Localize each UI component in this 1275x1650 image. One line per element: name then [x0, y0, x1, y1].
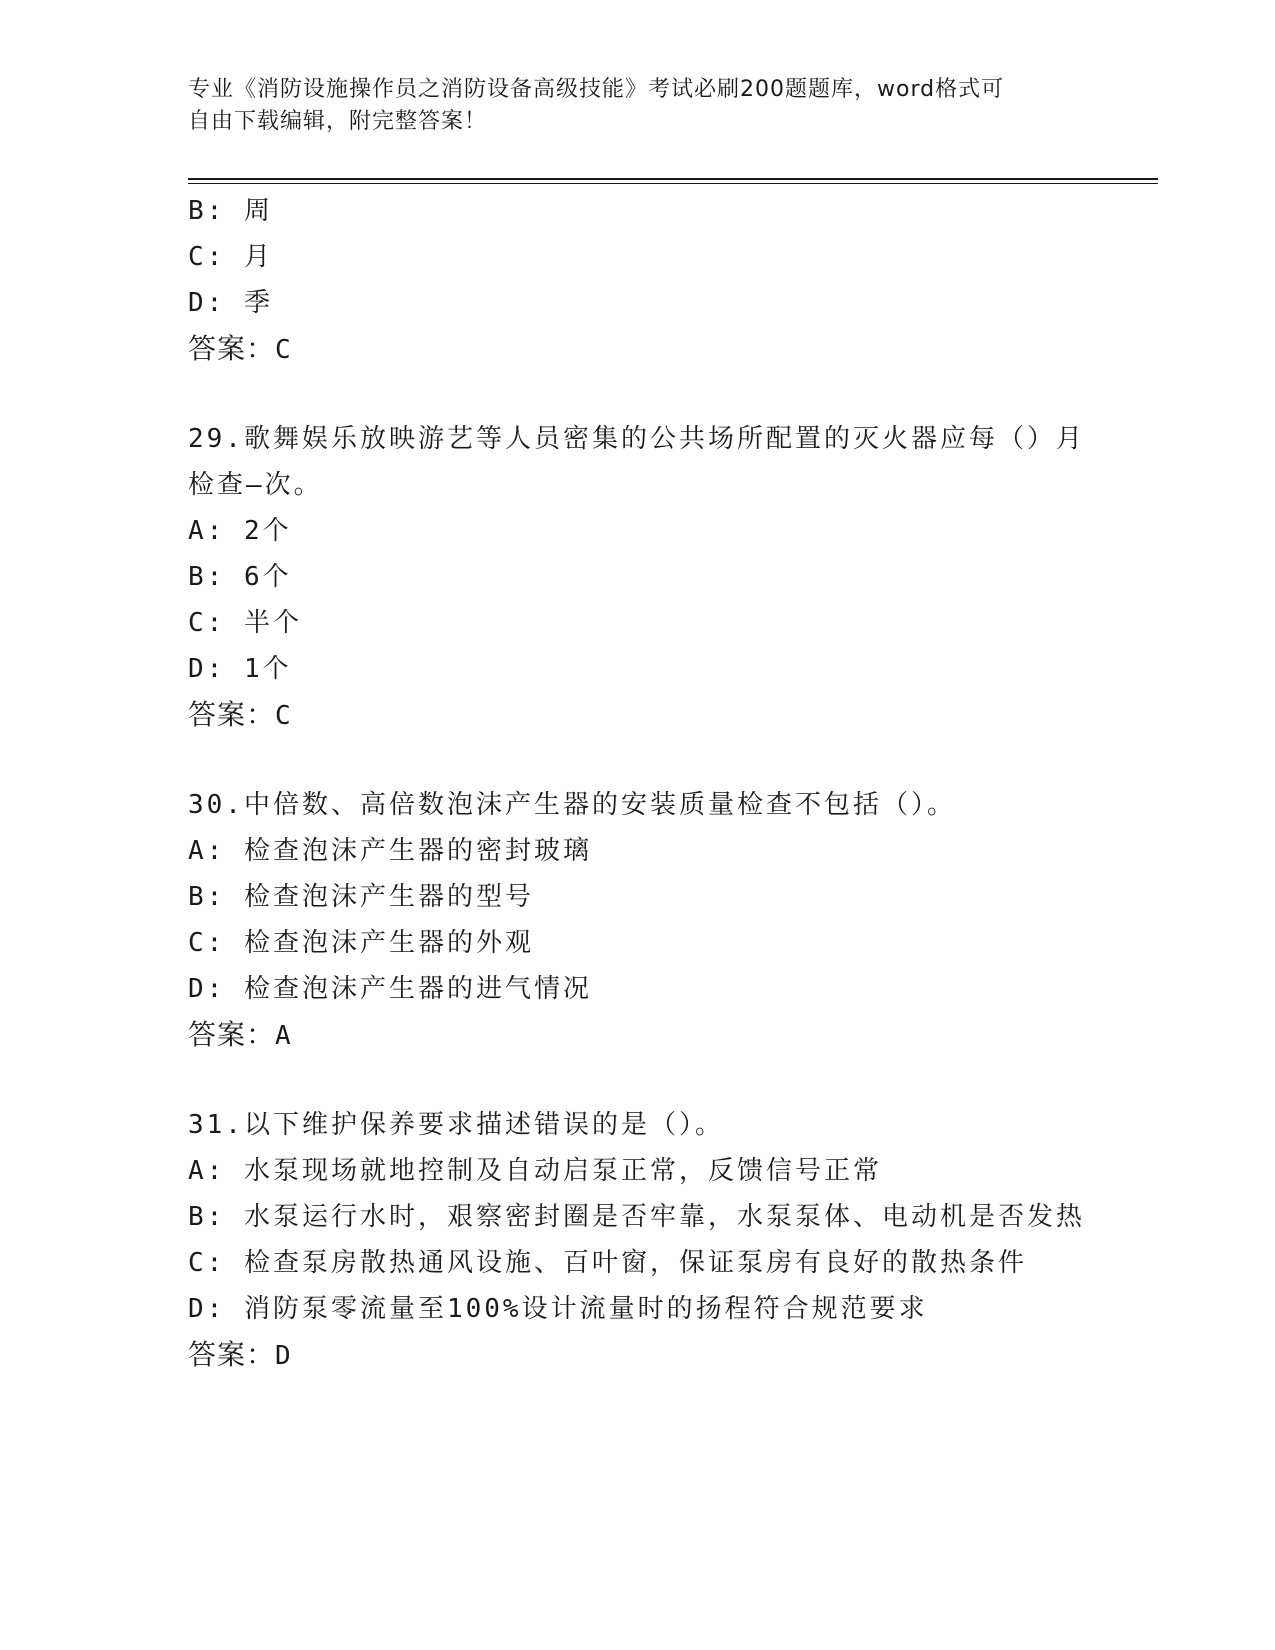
answer-line [188, 1332, 1108, 1378]
answer-label: 答案： [188, 332, 276, 365]
option-d: D: 检查泡沫产生器的进气情况 [188, 974, 592, 1004]
option-a: A: 2个 [188, 516, 292, 546]
header-line-2: 自由下载编辑，附完整答案！ [188, 109, 488, 134]
option-d: D: 消防泵零流量至100%设计流量时的扬程符合规范要求 [188, 1294, 928, 1324]
answer-value: C [275, 335, 293, 365]
header-divider-thick [188, 178, 1158, 180]
option-c: C: 检查泡沫产生器的外观 [188, 928, 534, 958]
option-b: B: 检查泡沫产生器的型号 [188, 882, 534, 912]
option-c: C: 检查泵房散热通风设施、百叶窗，保证泵房有良好的散热条件 [188, 1248, 1027, 1278]
answer-label: 答案： [188, 698, 276, 731]
question-29 [188, 416, 1108, 738]
question-stem: 31.以下维护保养要求描述错误的是（）。 [188, 1110, 724, 1140]
option-b: B: 6个 [188, 562, 292, 592]
question-stem-continued: 检查—次。 [188, 470, 323, 500]
question-list [188, 188, 1108, 1378]
answer-line [188, 326, 1108, 372]
answer-label: 答案： [188, 1018, 276, 1051]
option-a: A: 检查泡沫产生器的密封玻璃 [188, 836, 592, 866]
header-divider-thin [188, 183, 1158, 184]
option-a: A: 水泵现场就地控制及自动启泵正常，反馈信号正常 [188, 1156, 882, 1186]
document-header [188, 74, 1068, 138]
answer-value: D [275, 1341, 293, 1371]
option-c: C: 月 [188, 242, 273, 272]
answer-value: C [275, 701, 293, 731]
answer-value: A [275, 1021, 293, 1051]
question-carryover [188, 188, 1108, 372]
option-c: C: 半个 [188, 608, 302, 638]
option-d: D: 季 [188, 288, 273, 318]
question-stem: 30.中倍数、高倍数泡沫产生器的安装质量检查不包括（）。 [188, 790, 956, 820]
option-b: B: 水泵运行水时，艰察密封圈是否牢靠，水泵泵体、电动机是否发热 [188, 1202, 1085, 1232]
question-30 [188, 782, 1108, 1058]
answer-line [188, 1012, 1108, 1058]
answer-line [188, 692, 1108, 738]
header-line-1: 专业《消防设施操作员之消防设备高级技能》考试必刷200题题库，word格式可 [188, 77, 1005, 102]
answer-label: 答案： [188, 1338, 276, 1371]
question-31 [188, 1102, 1108, 1378]
option-b: B: 周 [188, 196, 273, 226]
option-d: D: 1个 [188, 654, 292, 684]
question-stem: 29.歌舞娱乐放映游艺等人员密集的公共场所配置的灭火器应每（）月 [188, 424, 1085, 454]
